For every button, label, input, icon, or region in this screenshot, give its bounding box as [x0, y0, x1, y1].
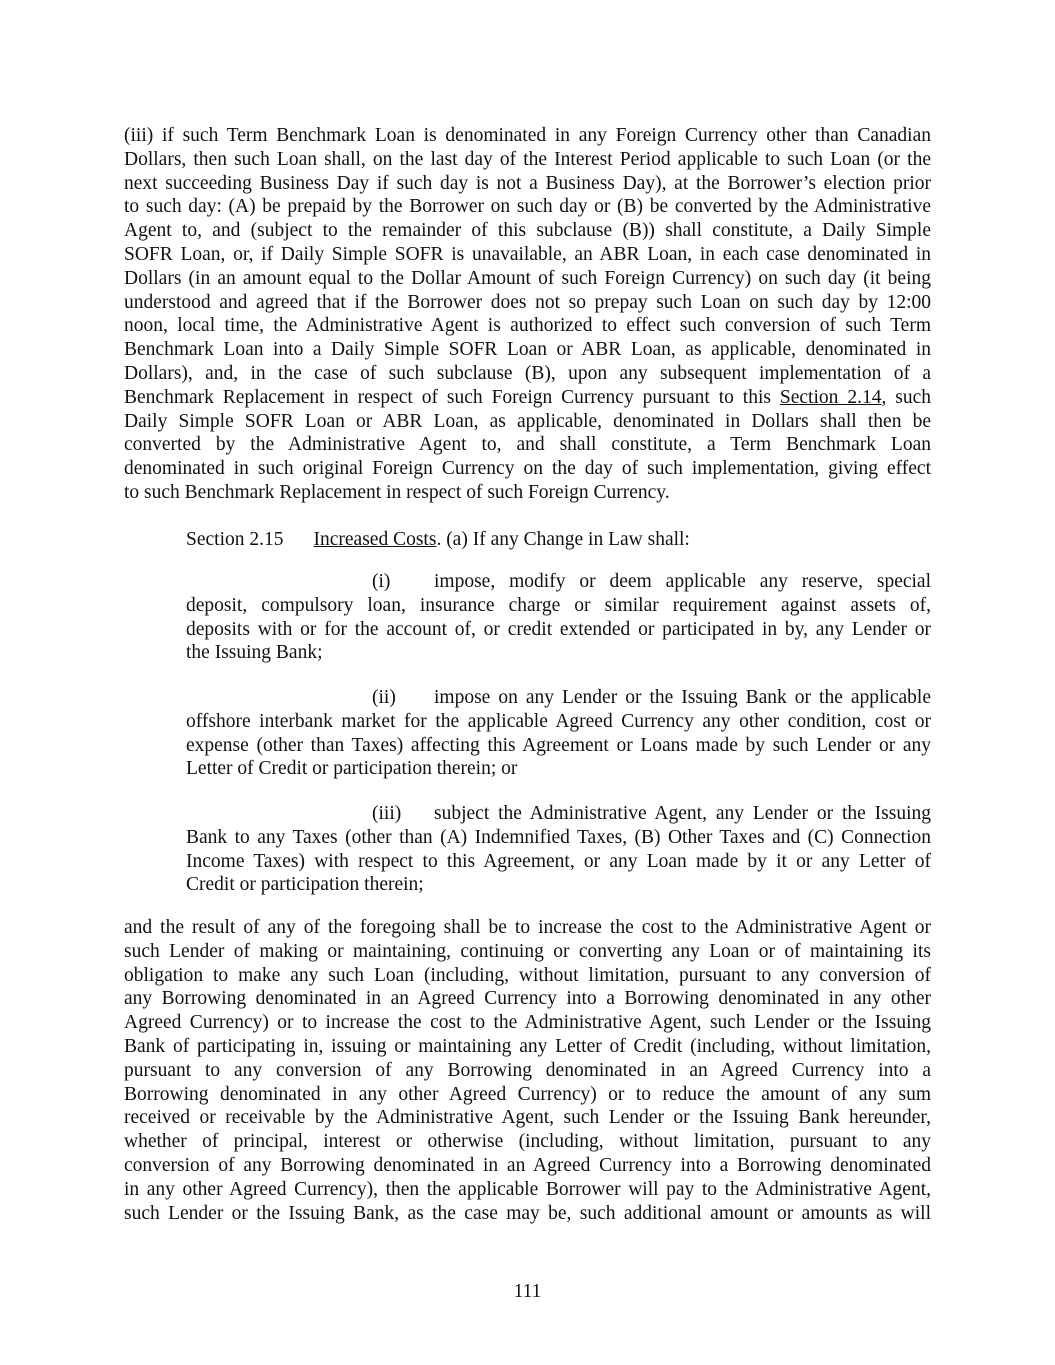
subclause-iii: [124, 802, 931, 897]
text-line: Agreed Currency) or to increase the cost to the Administrative Agent, such Lender or the Issuing: [124, 1012, 931, 1034]
text-line: Dollars), and, in the case of such subclause (B), upon any subsequent implementation of a: [124, 362, 931, 384]
page-number: 111: [513, 1281, 542, 1302]
text-line: Letter of Credit or participation therein; or: [186, 758, 518, 780]
text-line: Bank to any Taxes (other than (A) Indemnified Taxes, (B) Other Taxes and (C) Connection: [186, 826, 931, 848]
text-line: and the result of any of the foregoing shall be to increase the cost to the Administrative Agent or: [124, 917, 931, 938]
text-line: pursuant to any conversion of any Borrowing denominated in an Agreed Currency into a: [124, 1059, 931, 1081]
text-line: Benchmark Loan into a Daily Simple SOFR Loan or ABR Loan, as applicable, denominated in: [124, 339, 931, 361]
text-line: next succeeding Business Day if such day is not a Business Day), at the Borrower’s election prior: [124, 172, 931, 194]
text-line: Credit or participation therein;: [186, 874, 424, 896]
text-line: deposit, compulsory loan, insurance charge or similar requirement against assets of,: [186, 594, 931, 616]
text-line: such Lender or the Issuing Bank, as the case may be, such additional amount or amounts as will: [124, 1202, 931, 1224]
text-line: any Borrowing denominated in an Agreed Currency into a Borrowing denominated in any other: [124, 988, 931, 1010]
text-line: obligation to make any such Loan (including, without limitation, pursuant to any conversion of: [124, 964, 931, 986]
text-line: Bank of participating in, issuing or maintaining any Letter of Credit (including, without limitation,: [124, 1035, 931, 1057]
text-line: noon, local time, the Administrative Agent is authorized to effect such conversion of such Term: [124, 315, 931, 337]
subclause-first-line: [372, 686, 931, 710]
text-line: (iii) if such Term Benchmark Loan is denominated in any Foreign Currency other than Canadian: [124, 125, 931, 146]
text-line: converted by the Administrative Agent to, and shall constitute, a Term Benchmark Loan: [124, 434, 931, 456]
subclause-label: (ii): [372, 687, 396, 708]
text-line: offshore interbank market for the applicable Agreed Currency any other condition, cost or: [186, 710, 931, 732]
text-line: denominated in such original Foreign Currency on the day of such implementation, giving effect: [124, 458, 931, 480]
paragraph-iii: [124, 124, 931, 505]
text-line: conversion of any Borrowing denominated in an Agreed Currency into a Borrowing denominated: [124, 1154, 931, 1176]
text-line: Daily Simple SOFR Loan or ABR Loan, as applicable, denominated in Dollars shall then be: [124, 410, 931, 432]
text-line: understood and agreed that if the Borrower does not so prepay such Loan on such day by 12:00: [124, 291, 931, 313]
line-text: Benchmark Replacement in respect of such Foreign Currency pursuant to this: [124, 386, 780, 408]
section-intro: . (a) If any Change in Law shall:: [436, 529, 690, 550]
subclause-label: (iii): [372, 803, 402, 824]
subclause-i: [124, 570, 931, 665]
text-line: [124, 386, 931, 410]
text-line: Borrowing denominated in any other Agreed Currency) or to reduce the amount of any sum: [124, 1083, 931, 1105]
closing-paragraph: [124, 916, 931, 1225]
text-line: to such Benchmark Replacement in respect of such Foreign Currency.: [124, 481, 670, 503]
text-line: deposits with or for the account of, or credit extended or participated in by, any Lender or: [186, 618, 931, 640]
text-line: to such day: (A) be prepaid by the Borrower on such day or (B) be converted by the Administrative: [124, 196, 931, 218]
text-line: expense (other than Taxes) affecting this Agreement or Loans made by such Lender or any: [186, 734, 931, 756]
section-title: Increased Costs: [313, 529, 437, 550]
text-line: Dollars (in an amount equal to the Dollar Amount of such Foreign Currency) on such day (it being: [124, 267, 931, 289]
section-2-14-reference[interactable]: Section 2.14: [779, 386, 882, 408]
subclause-first-line: [372, 570, 931, 594]
text-line: received or receivable by the Administrative Agent, such Lender or the Issuing Bank hereunder,: [124, 1107, 931, 1129]
subclause-first-line: [372, 802, 931, 826]
line-text: subject the Administrative Agent, any Lender or the Issuing: [434, 803, 931, 824]
text-line: SOFR Loan, or, if Daily Simple SOFR is unavailable, an ABR Loan, in each case denominated in: [124, 243, 931, 265]
line-text: , such: [881, 386, 931, 408]
text-line: Agent to, and (subject to the remainder of this subclause (B)) shall constitute, a Daily Simple: [124, 220, 931, 242]
section-number: Section 2.15: [186, 529, 284, 550]
section-2-15-heading: [186, 528, 931, 552]
text-line: in any other Agreed Currency), then the applicable Borrower will pay to the Administrative Agent,: [124, 1178, 931, 1200]
text-line: Dollars, then such Loan shall, on the last day of the Interest Period applicable to such Loan (or the: [124, 148, 931, 170]
subclause-ii: [124, 686, 931, 781]
line-text: impose on any Lender or the Issuing Bank or the applicable: [434, 687, 931, 708]
text-line: whether of principal, interest or otherwise (including, without limitation, pursuant to any: [124, 1131, 931, 1153]
line-text: impose, modify or deem applicable any reserve, special: [434, 571, 931, 592]
text-line: such Lender of making or maintaining, continuing or converting any Loan or of maintaining its: [124, 940, 931, 962]
text-line: Income Taxes) with respect to this Agreement, or any Loan made by it or any Letter of: [186, 850, 931, 872]
subclause-label: (i): [372, 571, 391, 592]
text-line: the Issuing Bank;: [186, 642, 323, 664]
